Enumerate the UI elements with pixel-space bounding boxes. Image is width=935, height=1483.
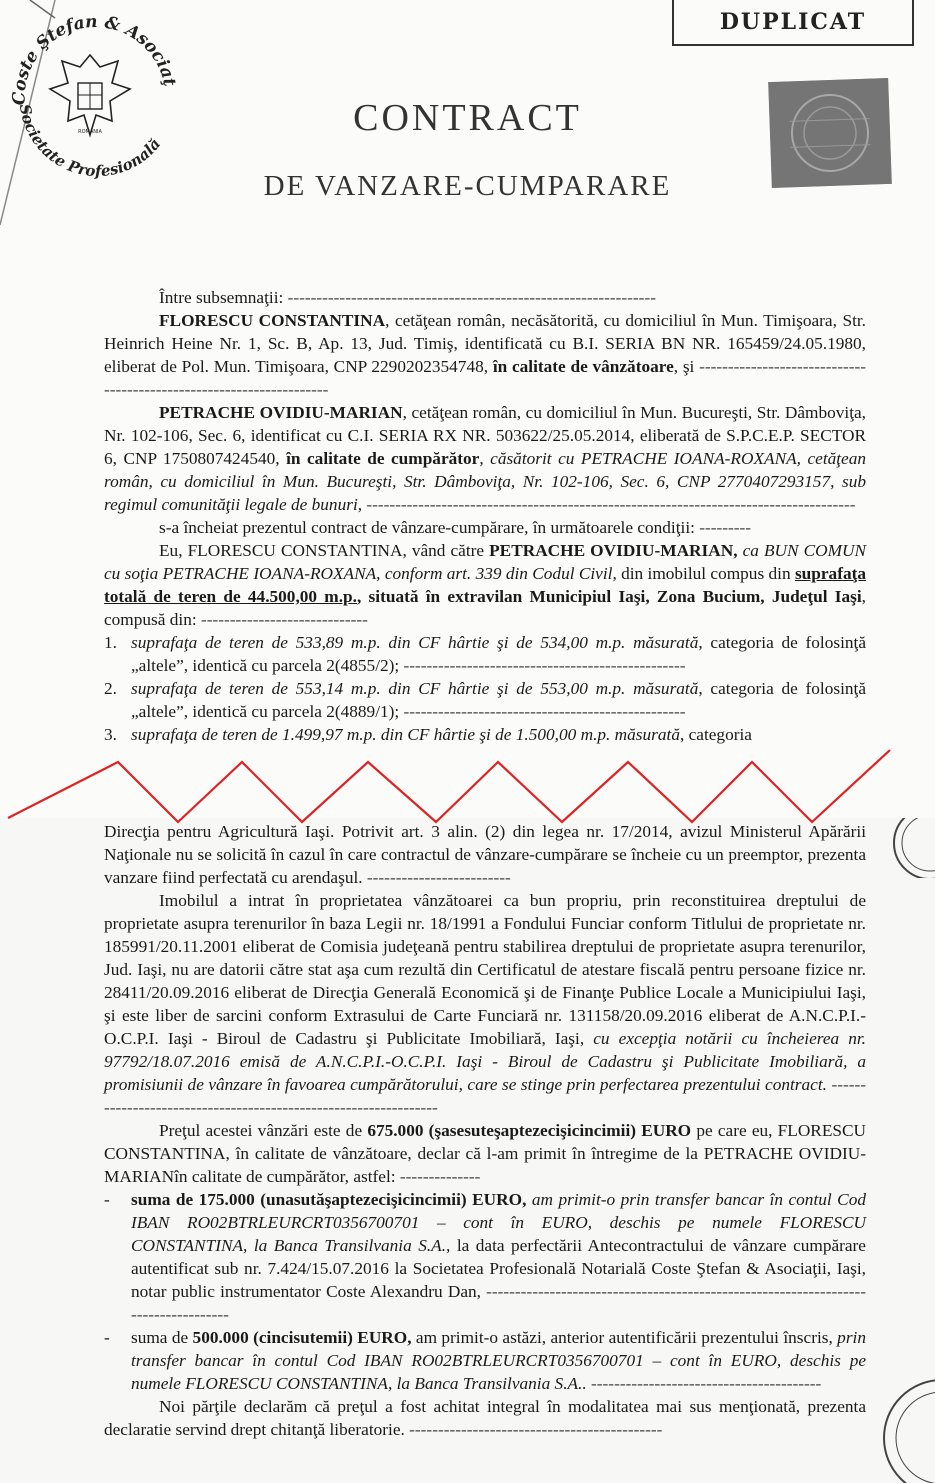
agriculture-paragraph: Direcţia pentru Agricultură Iaşi. Potrivit art. 3 alin. (2) din legea nr. 17/2014, avizul Ministerul Apărării Naţionale nu se solicită în cazul în care contractul de vânzare-cumpărare se încheie cu un preemptor, prezenta vanzare fiind perfectată cu arendaşul. ------------------------- <box>104 822 866 887</box>
svg-text:Coste Ştefan & Asociaţii: Coste Ştefan & Asociaţ <box>9 11 180 106</box>
intro-paragraph: Între subsemnaţii: ---------------------------------------------------------------- <box>159 288 656 307</box>
red-zigzag-cut-line <box>0 740 935 830</box>
payment-item: - suma de 500.000 (cincisutemii) EURO, am primit-o astăzi, anterior autentificării prezentului înscris, prin transfer bancar în contul Cod IBAN RO02BTRLEURCRT0356700701 – cont în EURO, deschis pe numele FLORESCU CONSTANTINA, la Banca Transilvania S.A.. ---------------------------------------- <box>104 1328 866 1393</box>
buyer-paragraph: PETRACHE OVIDIU-MARIAN, cetăţean român, cu domiciliul în Mun. Bucureşti, Str. Dâmboviţa, Nr. 102-106, Sec. 6, identificat cu C.I. SERIA RX NR. 503622/25.05.2014, eliberată de S.P.C.E.P. SECTOR 6, CNP 1750807424540, în calitate de cumpărător, căsătorit cu PETRACHE IOANA-ROXANA, cetăţean român, cu domiciliul în Mun. Bucureşti, Str. Dâmboviţa, Nr. 102-106, Sec. 6, CNP 2770407293157, sub regimul comunităţii legale de bunuri, ------------------------------------------------------------------------------------- <box>104 403 867 514</box>
svg-text:ROMÂNIA: ROMÂNIA <box>78 129 102 135</box>
seller-paragraph: FLORESCU CONSTANTINA, cetăţean român, necăsătorită, cu domiciliul în Mun. Timişoara, Str. Heinrich Heine Nr. 1, Sc. B, Ap. 13, Jud. Timiş, identificată cu B.I. SERIA BN NR. 165459/24.05.1980, eliberat de Pol. Mun. Timişoara, CNP 2290202354748, în calitate de vânzătoare, şi -------------------------------------------------------------------- <box>104 311 867 399</box>
concluded-paragraph: s-a încheiat prezentul contract de vânzare-cumpărare, în următoarele condiţii: --------- <box>159 518 752 537</box>
duplicate-stamp: DUPLICAT <box>672 0 914 46</box>
contract-body-bottom <box>104 820 866 1441</box>
contract-bottom-section <box>0 818 935 1483</box>
ownership-paragraph: Imobilul a intrat în proprietatea vânzătoarei ca bun propriu, prin reconstituirea dreptului de proprietate asupra terenurilor în baza Legii nr. 18/1991 a Fondului Funciar conform Titlului de proprietate nr. 185991/20.11.2001 eliberat de Comisia judeţeană pentru stabilirea dreptului de proprietate asupra terenurilor, Jud. Iaşi, nu are datorii către stat aşa cum rezultă din Certificatul de atestare fiscală pentru persoane fizice nr. 28411/20.09.2016 eliberat de Direcţia Generală Economică şi de Finanţe Publice Locale a Municipiului Iaşi, şi este liber de sarcini conform Extrasului de Carte Funciară nr. 131158/20.09.2016 eliberat de A.N.C.P.I.-O.C.P.I. Iaşi - Biroul de Cadastru şi Publicitate Imobiliară, Iaşi, cu excepţia notării cu încheierea nr. 97792/18.07.2016 emisă de A.N.C.P.I.-O.C.P.I. Iaşi - Biroul de Cadastru şi Publicitate Imobiliară, a promisiunii de vânzare în favoarea cumpărătorului, care se stinge prin perfectarea prezentului contract. ---------------------------------------------------------------- <box>104 891 866 1117</box>
list-item: 3. suprafaţa de teren de 1.499,97 m.p. din CF hârtie şi de 1.500,00 m.p. măsurată, categoria <box>104 725 752 744</box>
svg-text:Societate Profesională Notaria: Societate Profesională <box>15 102 165 181</box>
list-item: 1. suprafaţa de teren de 533,89 m.p. din CF hârtie şi de 534,00 m.p. măsurată, categoria de folosinţă „altele”, identică cu parcela 2(4855/2); ------------------------------------------------- <box>104 633 866 675</box>
contract-body-top <box>104 286 866 746</box>
round-seal-partial-bottom <box>870 1378 935 1483</box>
sale-paragraph: Eu, FLORESCU CONSTANTINA, vând către PETRACHE OVIDIU-MARIAN, ca BUN COMUN cu soţia PETRACHE IOANA-ROXANA, conform art. 339 din Codul Civil, din imobilul compus din suprafaţa totală de teren de 44.500,00 m.p., situată în extravilan Municipiul Iaşi, Zona Bucium, Judeţul Iaşi, compusă din: ----------------------------- <box>104 541 866 629</box>
receipt-paragraph: Noi părţile declarăm că preţul a fost achitat integral în modalitatea mai sus menţionată, prezenta declaratie servind drept chitanţă liberatorie. -------------------------------------------- <box>104 1397 866 1439</box>
payment-item: - suma de 175.000 (unasutăşaptezecişicincimii) EURO, am primit-o prin transfer bancar în contul Cod IBAN RO02BTRLEURCRT0356700701 – cont în EURO, deschis pe numele FLORESCU CONSTANTINA, la Banca Transilvania S.A., la data perfectării Antecontractului de vânzare cumpărare autentificat sub nr. 7.424/15.07.2016 la Societatea Profesională Notarială Coste Ştefan & Asociaţii, Iaşi, notar public instrumentator Coste Alexandru Dan, ----------------------------------------------------------------------------------- <box>104 1190 866 1324</box>
price-paragraph: Preţul acestei vânzări este de 675.000 (şasesuteşaptezecişicincimii) EURO pe care eu, FLORESCU CONSTANTINA, în calitate de vânzătoare, declar că l-am primit în întregime de la PETRACHE OVIDIU-MARIANîn calitate de cumpărător, astfel: -------------- <box>104 1121 866 1186</box>
contract-subtitle: DE VANZARE-CUMPARARE <box>263 170 672 202</box>
list-item: 2. suprafaţa de teren de 553,14 m.p. din CF hârtie şi de 553,00 m.p. măsurată, categoria de folosinţă „altele”, identică cu parcela 2(4889/1); ------------------------------------------------- <box>104 679 866 721</box>
contract-title: CONTRACT <box>353 97 582 139</box>
